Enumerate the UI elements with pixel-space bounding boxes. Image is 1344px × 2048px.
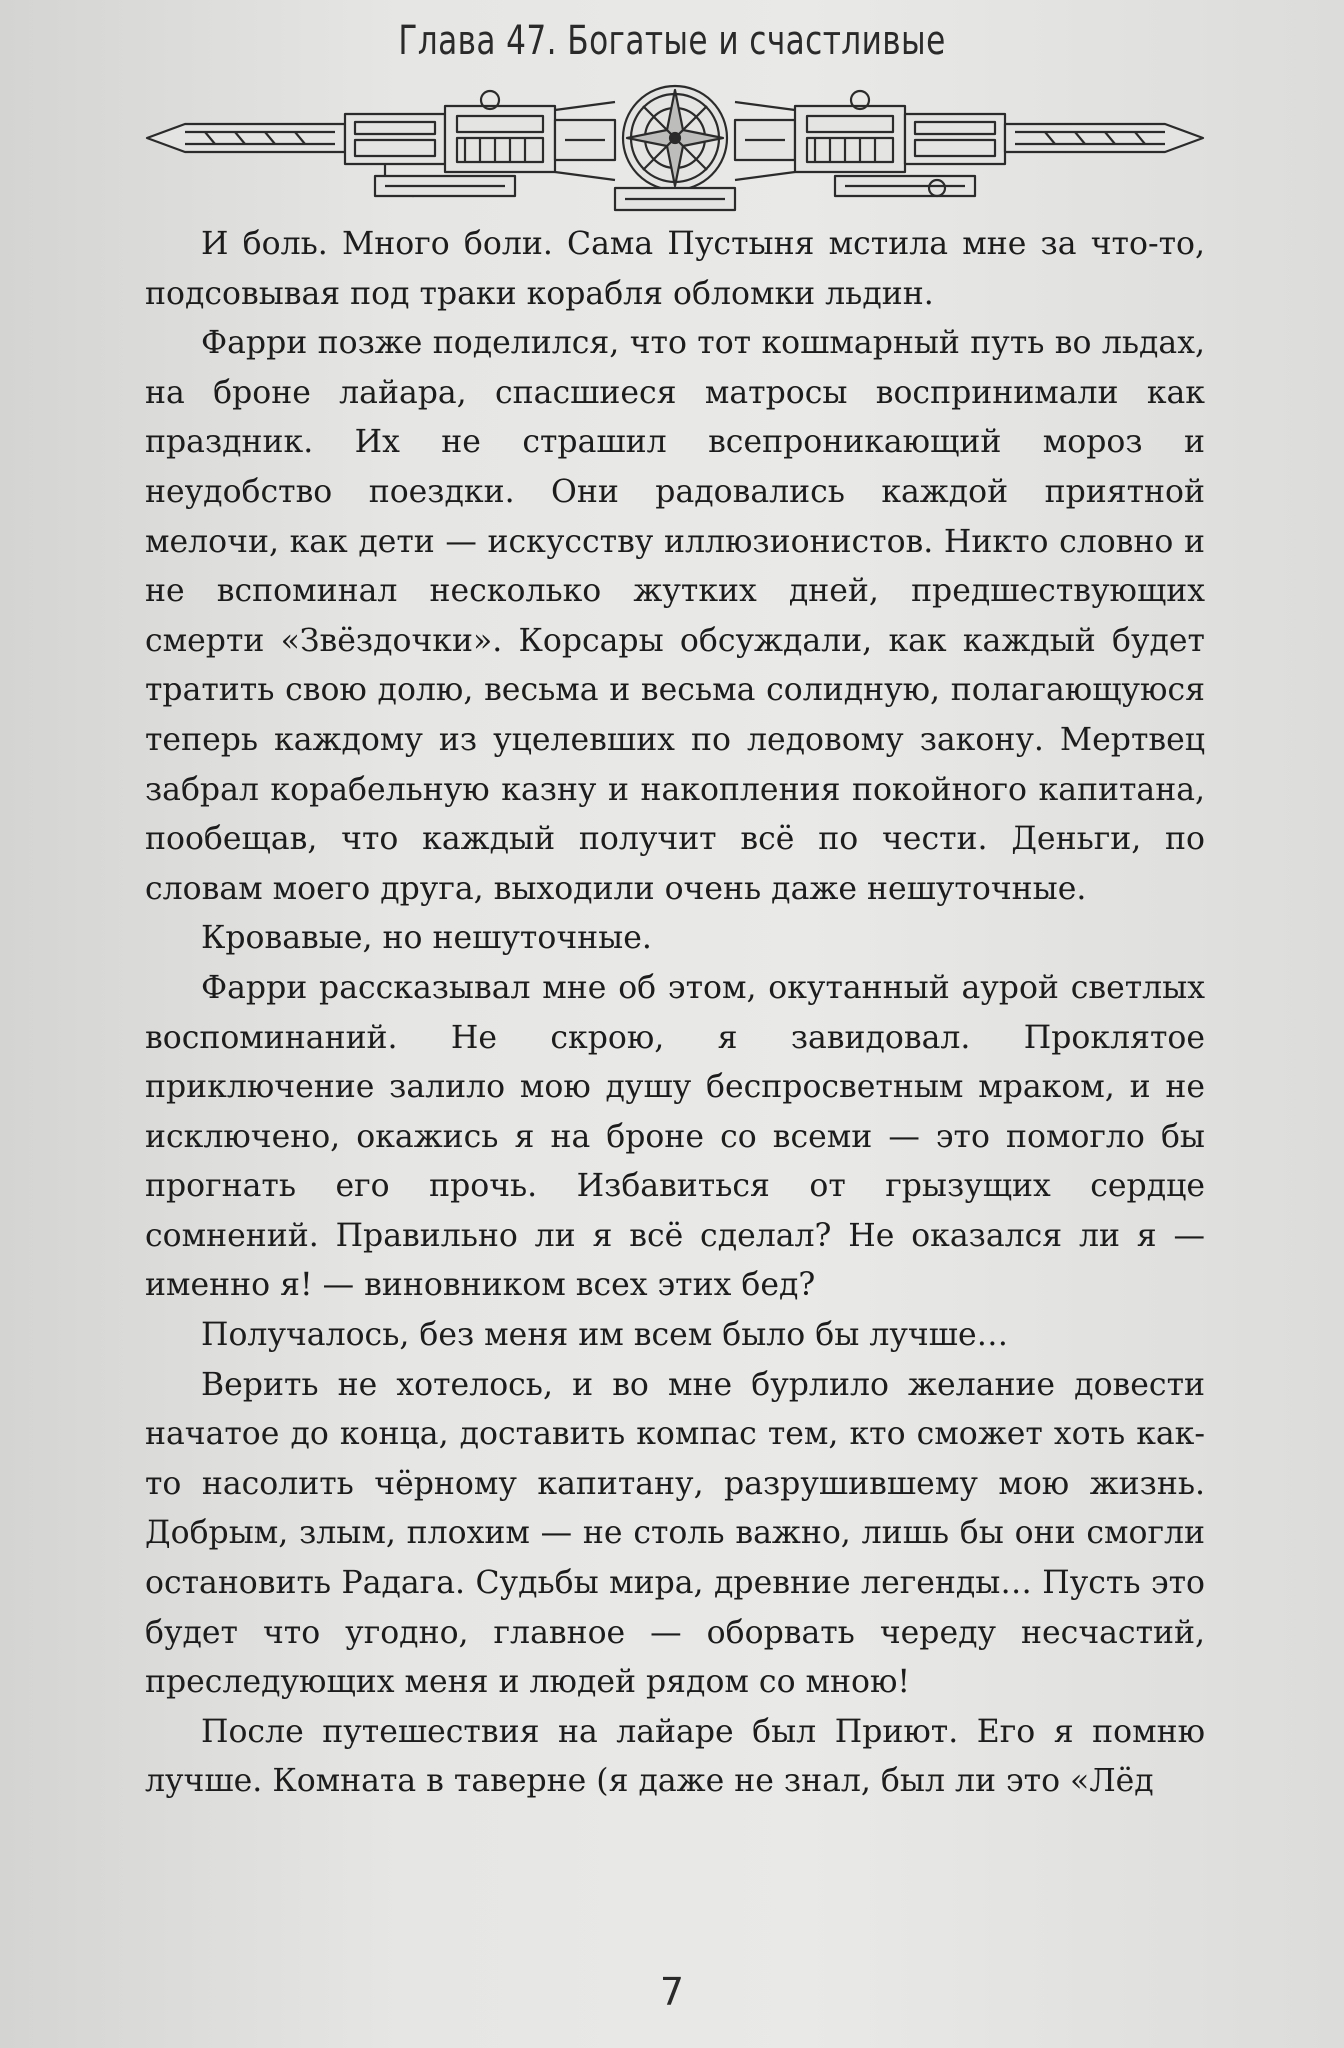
compass-steampunk-ornament-icon: [145, 80, 1205, 220]
paragraph: Фарри рассказывал мне об этом, окутанный аурой светлых воспоминаний. Не скрою, я завидовал. Проклятое приключение залило мою душу беспросветным мраком, и не исключено, окажись я на броне со всеми — это помогло бы прогнать его прочь. Избавиться от грызущих сердце сомнений. Правильно ли я всё сделал? Не оказался ли я — именно я! — виновником всех этих бед?: [145, 969, 1205, 1304]
paragraph: После путешествия на лайаре был Приют. Его я помню лучше. Комната в таверне (я даже не знал, был ли это «Лёд: [145, 1713, 1205, 1800]
body-text: [145, 220, 1205, 1807]
paragraph: Фарри позже поделился, что тот кошмарный путь во льдах, на броне лайара, спасшиеся матросы воспринимали как праздник. Их не страшил всепроникающий мороз и неудобство поездки. Они радовались каждой приятной мелочи, как дети — искусству иллюзионистов. Никто словно и не вспоминал несколько жутких дней, предшествующих смерти «Звёздочки». Корсары обсуждали, как каждый будет тратить свою долю, весьма и весьма солидную, полагающуюся теперь каждому из уцелевших по ледовому закону. Мертвец забрал корабельную казну и накопления покойного капитана, пообещав, что каждый получит всё по чести. Деньги, по словам моего друга, выходили очень даже нешуточные.: [145, 325, 1205, 907]
page-number: 7: [659, 1970, 685, 2014]
paragraph: Кровавые, но нешуточные.: [201, 920, 652, 957]
chapter-title: Глава 47. Богатые и счастливые: [398, 18, 946, 64]
paragraph: Получалось, без меня им всем было бы лучше…: [201, 1317, 1009, 1354]
paragraph: Верить не хотелось, и во мне бурлило желание довести начатое до конца, доставить компас тем, кто сможет хоть как-то насолить чёрному капитану, разрушившему мою жизнь. Добрым, злым, плохим — не столь важно, лишь бы они смогли остановить Радага. Судьбы мира, древние легенды… Пусть это будет что угодно, главное — оборвать череду несчастий, преследующих меня и людей рядом со мною!: [145, 1366, 1205, 1701]
paragraph: И боль. Много боли. Сама Пустыня мстила мне за что-то, подсовывая под траки корабля обломки льдин.: [145, 226, 1205, 312]
